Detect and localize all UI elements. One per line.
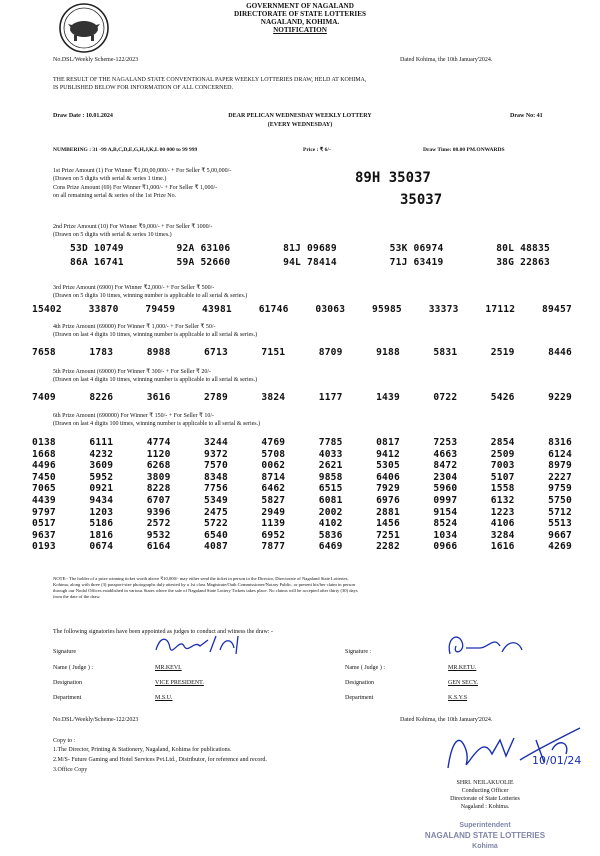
prize-number: 3244 [204,437,228,448]
prize-number: 43981 [202,304,232,315]
cons-prize-number: 35037 [400,192,443,208]
prize-number: 5349 [204,495,228,506]
prize-number: 8316 [548,437,572,448]
judge-right-designation-label: Designation [345,680,374,686]
prize-number: 2304 [433,471,458,483]
prize-number: 8524 [433,518,458,530]
prize-number: 5836 [318,529,343,541]
prize-number: 4033 [318,448,343,460]
prize-number: 5960 [433,483,458,495]
prize-number: 71J 63419 [389,257,444,268]
sixth-prize-row [32,507,572,518]
fourth-prize-note: (Drawn on last 4 digits 10 times, winning number is applicable to all serial & series.) [53,332,258,338]
prize-number: 2949 [261,506,286,518]
prize-number: 3809 [146,471,171,483]
prize-number: 6132 [490,495,515,506]
prize-number: 1439 [376,392,400,403]
note-line-1: NOTE:- The holder of a prize winning ticket worth above ₹10,000/- may either send the ticket in person to the Director, Directorate of Nagaland State Lotteries, [53,576,349,581]
prize-number: 7570 [204,460,228,472]
prize-number: 9667 [548,529,572,541]
prize-number: 7003 [490,460,515,472]
prize-number: 33870 [88,304,119,315]
prize-number: 6952 [261,529,286,541]
numbering-text: NUMBERING : 31 -99 A,B,C,D,E,G,H,J,K,L 00 000 to 99 999 [53,147,198,153]
officer-signature [440,720,590,778]
witness-text: The following signatories have been appointed as judges to conduct and witness the draw: - [53,629,273,635]
prize-number: 15402 [32,304,62,315]
sixth-prize-row [32,449,572,460]
sixth-prize-row [32,530,572,541]
prize-number: 9434 [89,495,114,506]
stamp-lotteries: NAGALAND STATE LOTTERIES [424,831,546,840]
cons-prize-label: Cons Prize Amount (69) For Winner ₹1,000/- + For Seller ₹ 1,000/- [53,185,218,191]
prize-number: 94L 78414 [283,257,337,268]
prize-number: 6540 [204,529,228,541]
prize-number: 0997 [433,495,458,506]
prize-number: 3284 [490,529,515,541]
judge-right-name-label: Name ( Judge ) : [345,665,385,671]
prize-number: 5426 [490,392,515,403]
prize-number: 4439 [32,495,56,506]
judge-right-name: MR.KETU. [448,665,477,671]
prize-number: 0722 [433,392,458,403]
prize-number: 9396 [146,506,171,518]
prize-number: 89457 [542,304,572,315]
third-prize-note: (Drawn on 5 digits 10 times, winning number is applicable to all serial & series.) [53,293,248,299]
prize-number: 17112 [485,304,516,315]
prize-number: 1616 [490,541,515,553]
prize-number: 80L 48835 [496,243,550,254]
prize-number: 1177 [318,392,343,403]
fifth-prize-label: 5th Prize Amount (69000) For Winner ₹ 300/- + For Seller ₹ 20/- [53,369,211,375]
cons-prize-note: on all remaining serial & series of the 1st Prize No. [53,193,177,199]
officer-title: Conducting Officer [461,788,509,794]
prize-number: 7877 [261,541,286,553]
prize-number: 4769 [261,437,286,448]
price-text: Price : ₹ 6/- [303,147,331,153]
note-line-2: Kohima, along with three (3) passport-size photographs duly attested by a 1st class Magistrate/Oath Commissioner/Notary Public, or present his/her claim in person [53,582,355,587]
judge-left-signature [150,630,250,660]
note-line-4: from the date of the draw. [53,594,101,599]
prize-number: 9229 [548,392,572,403]
prize-number: 2519 [490,347,515,358]
second-prize-note: (Drawn on 5 digits with serial & series 10 times.) [53,232,172,238]
notification-title: NOTIFICATION [273,26,327,34]
prize-number: 2002 [318,506,343,518]
prize-number: 0674 [89,541,114,553]
first-prize-number: 89H 35037 [355,170,431,186]
prize-number: 0138 [32,437,56,448]
prize-number: 2509 [490,448,515,460]
prize-number: 5708 [261,448,286,460]
prize-number: 9637 [32,529,56,541]
prize-number: 9532 [146,529,171,541]
prize-number: 7756 [204,483,228,495]
prize-number: 59A 52660 [176,257,231,268]
footer-reference-number: No.DSL/Weekly/Scheme-122/2023 [53,717,139,723]
prize-number: 3616 [146,392,171,403]
first-prize-note: (Drawn on 5 digits with serial & series 1 time.) [53,176,167,182]
sixth-prize-row [32,518,572,529]
copy-to-label: Copy to : [53,738,76,744]
second-prize-label: 2nd Prize Amount (10) For Winner ₹9,000/- + For Seller ₹ 1000/- [53,224,213,230]
prize-number: 6515 [318,483,343,495]
prize-number: 8226 [89,392,114,403]
prize-number: 6469 [318,541,343,553]
reference-number: No.DSL/Weekly Scheme-122/2023 [53,57,139,63]
judge-left-designation: VICE PRESIDENT. [155,680,204,686]
prize-number: 8348 [204,471,228,483]
prize-number: 38G 22863 [496,257,550,268]
prize-number: 95985 [372,304,402,315]
prize-number: 8228 [146,483,171,495]
prize-number: 6124 [548,448,572,460]
sixth-prize-row [32,483,572,494]
sixth-prize-label: 6th Prize Amount (690000) For Winner ₹ 150/- + For Seller ₹ 10/- [53,413,214,419]
officer-name: SHRI. NEILAKUOLIE [456,780,514,786]
prize-number: 4663 [433,448,458,460]
prize-number: 5186 [89,518,114,530]
prize-number: 86A 16741 [70,257,124,268]
fourth-prize-label: 4th Prize Amount (69000) For Winner ₹ 1,000/- + For Seller ₹ 50/- [53,324,216,330]
prize-number: 7251 [376,529,400,541]
draw-date: Draw Date : 10.01.2024 [53,113,113,119]
prize-number: 6081 [318,495,343,506]
draw-number: Draw No: 41 [510,113,543,119]
govt-title: GOVERNMENT OF NAGALAND [246,2,354,10]
third-prize-label: 3rd Prize Amount (6900) For Winner ₹2,000/- + For Seller ₹ 500/- [53,285,215,291]
prize-number: 03063 [315,304,346,315]
prize-number: 7409 [32,392,56,403]
prize-number: 6406 [376,471,400,483]
prize-number: 8979 [548,460,572,472]
prize-number: 8472 [433,460,458,472]
prize-number: 0517 [32,518,56,530]
first-prize-label: 1st Prize Amount (1) For Winner ₹1,00,00,000/- + For Seller ₹ 5,00,000/- [53,168,232,174]
lottery-subtitle: (EVERY WEDNESDAY) [267,122,333,128]
prize-number: 5722 [204,518,228,530]
prize-number: 5513 [548,518,572,530]
fifth-prize-row [32,392,572,403]
prize-number: 7065 [32,483,56,495]
prize-number: 8714 [261,471,286,483]
prize-number: 1034 [433,529,458,541]
prize-number: 5750 [548,495,572,506]
judge-left-name: MR.KEVI. [155,665,182,671]
prize-number: 0966 [433,541,458,553]
prize-number: 1783 [89,347,114,358]
second-prize-row-2 [70,257,550,268]
officer-directorate: Directorate of State Lotteries [450,796,520,802]
prize-number: 81J 09689 [283,243,337,254]
prize-number: 9858 [318,471,343,483]
prize-number: 6111 [89,437,114,448]
prize-number: 3824 [261,392,286,403]
fifth-prize-note: (Drawn on last 4 digits 10 times, winning number is applicable to all serial & series.) [53,377,258,383]
prize-number: 9188 [376,347,400,358]
prize-number: 8988 [146,347,171,358]
prize-number: 7658 [32,347,56,358]
sixth-prize-row [32,495,572,506]
prize-number: 6268 [146,460,171,472]
prize-number: 2282 [376,541,400,553]
prize-number: 1139 [261,518,286,530]
judge-right-designation: GEN SECY. [448,680,478,686]
intro-line-1: THE RESULT OF THE NAGALAND STATE CONVENTIONAL PAPER WEEKLY LOTTERIES DRAW, HELD AT KOHIMA, [53,77,367,83]
prize-number: 9759 [548,483,572,495]
prize-number: 8709 [318,347,343,358]
prize-number: 2572 [146,518,171,530]
prize-number: 4106 [490,518,515,530]
prize-number: 0817 [376,437,400,448]
prize-number: 7929 [376,483,400,495]
prize-number: 5952 [89,471,114,483]
note-line-3: through our Nodal Offices established in various States where the sale of Nagaland State Lottery Tickets takes place. No claims will be accepted after thirty (30) days [53,588,358,593]
judge-right-signature [440,628,530,662]
judge-left-department: M.S.U. [155,695,173,701]
fourth-prize-row [32,347,572,358]
sixth-prize-row [32,437,572,448]
prize-number: 6707 [146,495,171,506]
judge-left-name-label: Name ( Judge ) : [53,665,93,671]
prize-number: 6713 [204,347,228,358]
prize-number: 5712 [548,506,572,518]
prize-number: 5831 [433,347,458,358]
svg-text:10/01/24: 10/01/24 [532,754,582,767]
prize-number: 2854 [490,437,515,448]
prize-number: 53D 10749 [70,243,124,254]
prize-number: 1668 [32,448,56,460]
second-prize-row-1 [70,243,550,254]
prize-number: 9412 [376,448,400,460]
prize-number: 5827 [261,495,286,506]
prize-number: 61746 [258,304,289,315]
directorate-title: DIRECTORATE OF STATE LOTTERIES [233,10,366,18]
prize-number: 9797 [32,506,56,518]
prize-number: 6164 [146,541,171,553]
prize-number: 33373 [428,304,459,315]
lottery-title: DEAR PELICAN WEDNESDAY WEEKLY LOTTERY [228,113,372,119]
prize-number: 0062 [261,460,286,472]
prize-number: 0193 [32,541,56,553]
prize-number: 7253 [433,437,458,448]
prize-number: 92A 63106 [176,243,231,254]
prize-number: 53K 06974 [389,243,444,254]
prize-number: 0921 [89,483,114,495]
judge-right-department-label: Department [345,695,374,701]
prize-number: 5305 [376,460,400,472]
prize-number: 2475 [204,506,228,518]
sixth-prize-note: (Drawn on last 4 digits 100 times, winning number is applicable to all serial & series.) [53,421,261,427]
prize-number: 1816 [89,529,114,541]
judge-right-signature-label: Signature : [345,649,372,655]
stamp-superintendent: Superintendent [459,822,511,829]
judge-left-signature-label: Signature [53,649,76,655]
prize-number: 2881 [376,506,400,518]
footer-dated: Dated Kohima, the 10th January'2024. [400,717,493,723]
sixth-prize-row [32,472,572,483]
prize-number: 9372 [204,448,228,460]
prize-number: 7151 [261,347,286,358]
prize-number: 4269 [548,541,572,553]
prize-number: 1120 [146,448,171,460]
prize-number: 4496 [32,460,56,472]
prize-number: 3609 [89,460,114,472]
judge-left-department-label: Department [53,695,82,701]
prize-number: 1223 [490,506,515,518]
judge-left-designation-label: Designation [53,680,82,686]
prize-number: 6976 [376,495,400,506]
intro-line-2: IS PUBLISHED BELOW FOR INFORMATION OF ALL CONCERNED. [53,85,234,91]
prize-number: 7785 [318,437,343,448]
dated-text: Dated Kohima, the 10th January'2024. [400,57,493,63]
prize-number: 2789 [204,392,228,403]
prize-number: 79459 [145,304,176,315]
prize-number: 4774 [146,437,171,448]
officer-place: Nagaland : Kohima. [460,804,510,810]
third-prize-row [32,304,572,315]
sixth-prize-row [32,460,572,471]
prize-number: 4102 [318,518,343,530]
prize-number: 2227 [548,471,572,483]
draw-time: Draw Time: 08.00 PM.ONWARDS [423,147,505,153]
prize-number: 1558 [490,483,515,495]
prize-number: 6462 [261,483,286,495]
prize-number: 1456 [376,518,400,530]
prize-number: 7450 [32,471,56,483]
stamp-kohima: Kohima [472,843,498,850]
copy-line-1: 1.The Director, Printing & Stationery, Nagaland, Kohima for publications. [53,747,232,753]
prize-number: 2621 [318,460,343,472]
prize-number: 9154 [433,506,458,518]
copy-line-3: 3.Office Copy [53,767,88,773]
sixth-prize-row [32,541,572,552]
copy-line-2: 2.M/S- Future Gaming and Hotel Services Pvt.Ltd., Distributor, for reference and record. [53,757,267,763]
prize-number: 1203 [89,506,114,518]
judge-right-department: K.S.Y.S [448,695,468,701]
location-title: NAGALAND, KOHIMA. [260,18,340,26]
prize-number: 4232 [89,448,114,460]
prize-number: 4087 [204,541,228,553]
prize-number: 5107 [490,471,515,483]
prize-number: 8446 [548,347,572,358]
